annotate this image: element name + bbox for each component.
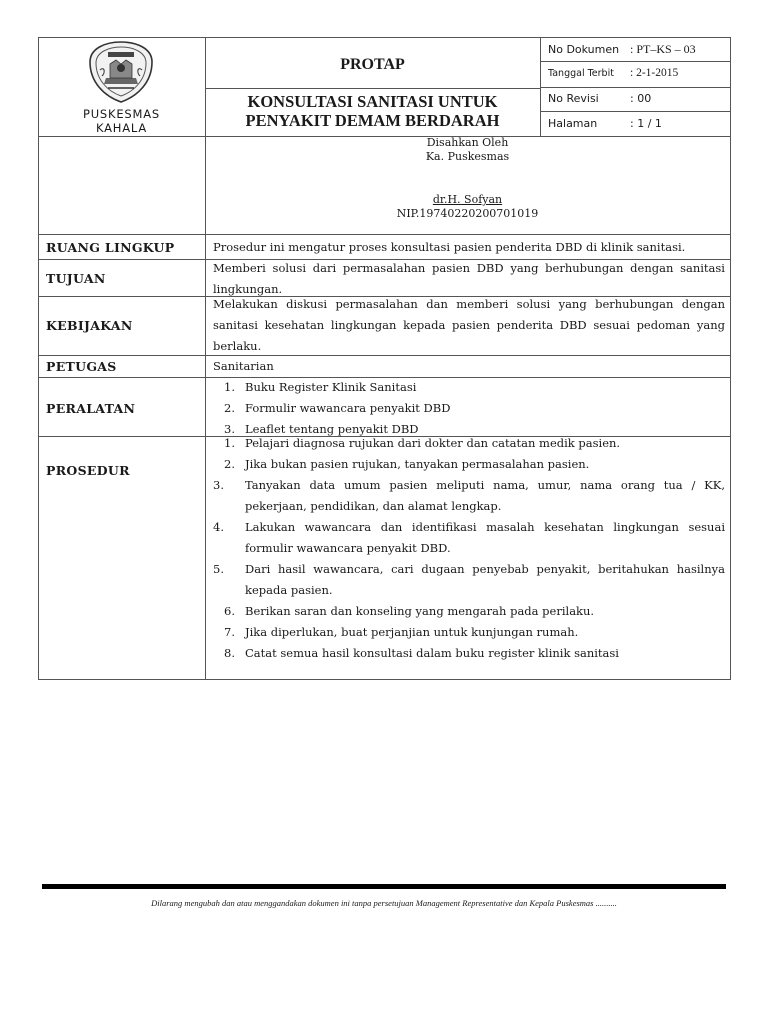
- procedure-step-line: [213, 643, 725, 664]
- meta-value-no-revisi: : 00: [630, 92, 652, 105]
- text-kebijakan-line2: sanitasi kesehatan lingkungan kepada pasien penderita DBD sesuai pedoman yang: [213, 318, 725, 332]
- label-peralatan: PERALATAN: [46, 401, 136, 416]
- doc-title-line2: PENYAKIT DEMAM BERDARAH: [245, 111, 500, 130]
- list-item: [213, 601, 725, 622]
- text-petugas: Sanitarian: [213, 359, 274, 373]
- procedure-step-text: Pelajari diagnosa rujukan dari dokter dan catatan medik pasien.: [245, 436, 621, 450]
- meta-value-tanggal-terbit: : 2-1-2015: [630, 67, 679, 79]
- procedure-step-continuation: pekerjaan, pendidikan, dan alamat lengkap.: [245, 499, 502, 513]
- procedure-step-number: 6.: [224, 604, 235, 618]
- label-ruang-lingkup: RUANG LINGKUP: [46, 240, 175, 255]
- procedure-step-text: Tanyakan data umum pasien meliputi nama, umur, nama orang tua / KK,: [245, 478, 725, 492]
- procedure-step-line: [213, 517, 725, 538]
- doc-title-line1: KONSULTASI SANITASI UNTUK: [247, 92, 498, 111]
- list-item: [213, 475, 725, 517]
- meta-label-halaman: Halaman: [548, 117, 598, 130]
- approval-signer: dr.H. Sofyan: [432, 193, 503, 206]
- meta-label-tanggal-terbit: Tanggal Terbit: [548, 68, 614, 79]
- text-kebijakan-line3: berlaku.: [213, 339, 262, 353]
- procedure-step-number: 8.: [224, 646, 235, 660]
- procedure-step-number: 4.: [213, 520, 224, 534]
- doc-type: PROTAP: [340, 56, 405, 73]
- procedure-step-continuation: kepada pasien.: [245, 583, 333, 597]
- procedure-step-number: 2.: [224, 457, 235, 471]
- procedure-step-line: [213, 475, 725, 496]
- org-name-line2: KAHALA: [95, 121, 148, 135]
- text-tujuan-line1: Memberi solusi dari permasalahan pasien DBD yang berhubungan dengan sanitasi: [213, 261, 725, 275]
- approval-line2: Ka. Puskesmas: [425, 150, 510, 163]
- procedure-step-line: [213, 433, 725, 454]
- label-prosedur: PROSEDUR: [46, 463, 130, 478]
- list-item: [213, 454, 725, 475]
- meta-value-no-dokumen: : PT–KS – 03: [630, 42, 696, 56]
- list-item: [213, 433, 725, 454]
- meta-label-no-revisi: No Revisi: [548, 92, 599, 105]
- approval-line1: Disahkan Oleh: [426, 136, 509, 149]
- procedure-step-text: Jika bukan pasien rujukan, tanyakan permasalahan pasien.: [245, 457, 590, 471]
- meta-value-halaman: : 1 / 1: [630, 117, 662, 130]
- meta-label-no-dokumen: No Dokumen: [548, 43, 620, 56]
- list-item: [213, 517, 725, 559]
- list-item: [213, 559, 725, 601]
- list-item: 1. Buku Register Klinik Sanitasi: [224, 380, 417, 394]
- procedure-step-text: Catat semua hasil konsultasi dalam buku register klinik sanitasi: [245, 646, 619, 660]
- puskesmas-logo: [86, 40, 156, 104]
- procedure-step-line: [213, 601, 725, 622]
- list-prosedur: [213, 433, 725, 664]
- text-tujuan-line2: lingkungan.: [213, 282, 283, 296]
- procedure-step-number: 7.: [224, 625, 235, 639]
- procedure-step-number: 5.: [213, 562, 224, 576]
- list-item: 3. Leaflet tentang penyakit DBD: [224, 422, 419, 436]
- procedure-step-number: 1.: [224, 436, 235, 450]
- text-ruang-lingkup: Prosedur ini mengatur proses konsultasi pasien penderita DBD di klinik sanitasi.: [213, 240, 686, 254]
- approval-nip: NIP.19740220200701019: [396, 207, 539, 220]
- procedure-step-continuation: formulir wawancara penyakit DBD.: [245, 541, 451, 555]
- footer-rule: [42, 884, 726, 889]
- procedure-step-line: [213, 559, 725, 580]
- procedure-step-text: Berikan saran dan konseling yang mengarah pada perilaku.: [245, 604, 595, 618]
- footer-notice: Dilarang mengubah dan atau menggandakan dokumen ini tanpa persetujuan Management Representative dan Kepala Puskesmas ..........: [151, 898, 617, 908]
- list-item: 2. Formulir wawancara penyakit DBD: [224, 401, 451, 415]
- procedure-step-text: Lakukan wawancara dan identifikasi masalah kesehatan lingkungan sesuai: [245, 520, 725, 534]
- procedure-step-line: [213, 622, 725, 643]
- list-item: [213, 622, 725, 643]
- list-peralatan: [213, 377, 725, 440]
- procedure-step-text: Jika diperlukan, buat perjanjian untuk kunjungan rumah.: [245, 625, 579, 639]
- text-kebijakan-line1: Melakukan diskusi permasalahan dan memberi solusi yang berhubungan dengan: [213, 297, 725, 311]
- procedure-step-line: [213, 454, 725, 475]
- label-kebijakan: KEBIJAKAN: [46, 318, 133, 333]
- procedure-step-text: Dari hasil wawancara, cari dugaan penyebab penyakit, beritahukan hasilnya: [245, 562, 725, 576]
- org-name-line1: PUSKESMAS: [82, 107, 161, 121]
- procedure-step-number: 3.: [213, 478, 224, 492]
- label-tujuan: TUJUAN: [46, 271, 106, 286]
- list-item: [213, 643, 725, 664]
- label-petugas: PETUGAS: [46, 359, 117, 374]
